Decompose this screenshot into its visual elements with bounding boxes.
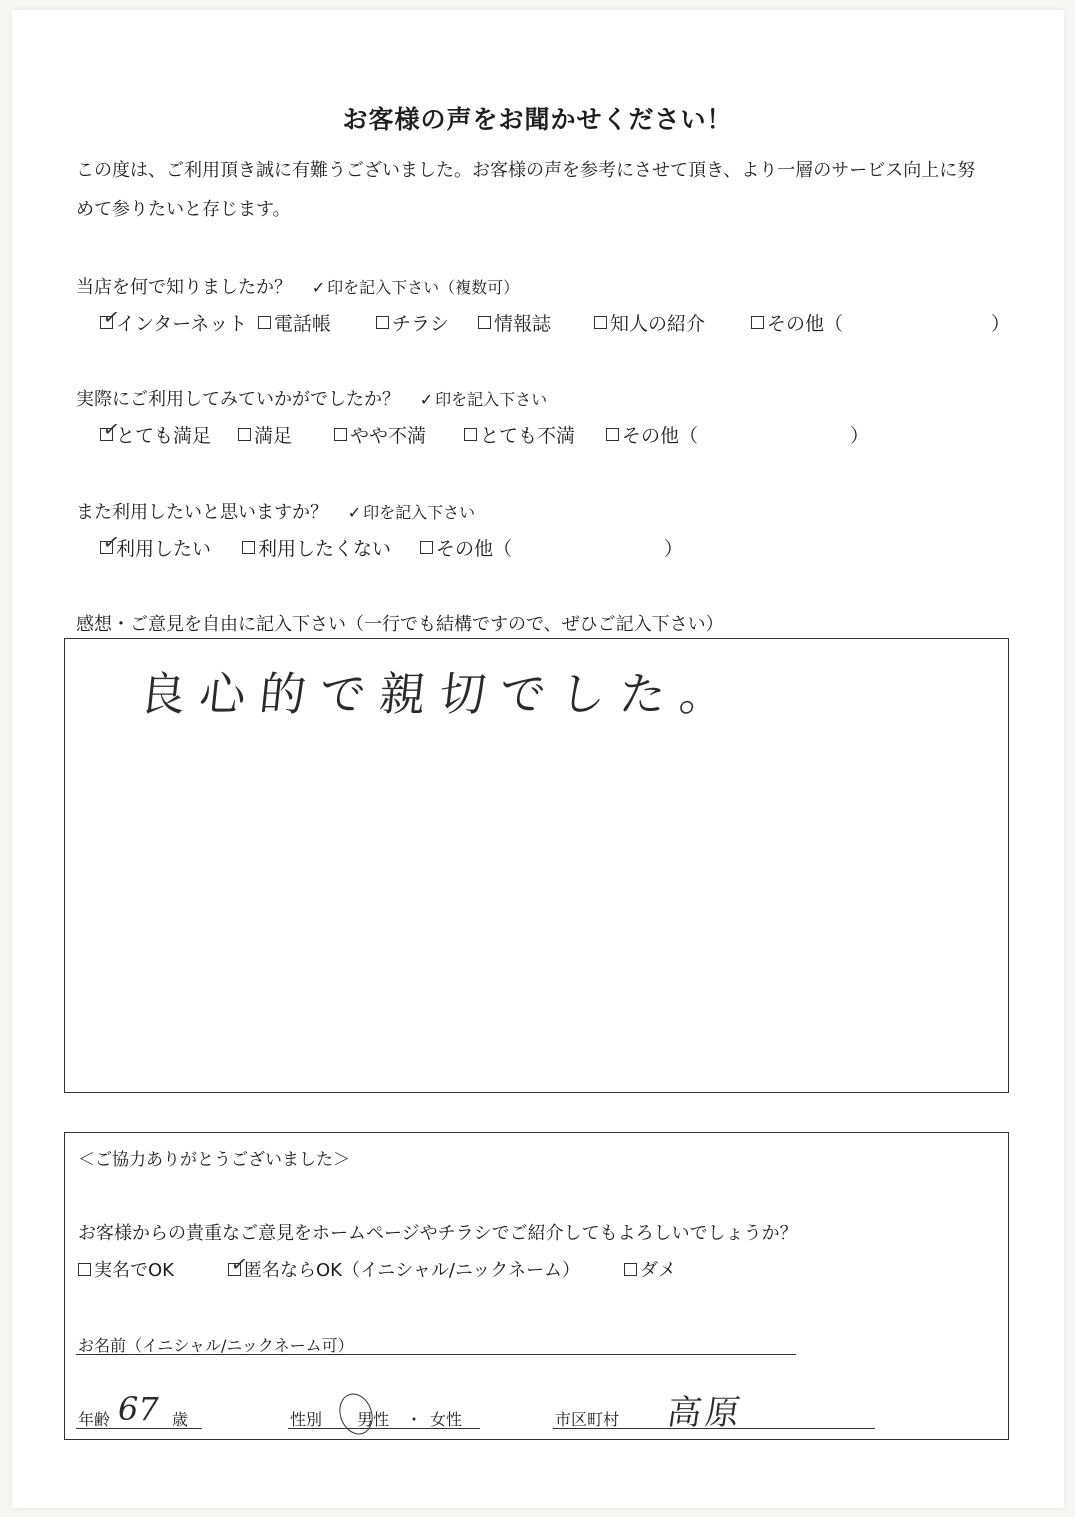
q2-question-row [76, 385, 547, 411]
permission-options [78, 1250, 676, 1282]
q2-option-satisfied[interactable] [238, 421, 334, 448]
q3-note [348, 503, 475, 522]
age-label: 年齢 [78, 1410, 111, 1429]
check-mark-icon: ✓ [311, 278, 326, 297]
q3-question: また利用したいと思いますか？ [76, 502, 328, 523]
intro-line-2: めて参りたいと存じます。 [76, 199, 291, 220]
handwritten-check-icon: ✓ [101, 528, 122, 556]
option-label: その他（ [767, 313, 844, 335]
checkbox[interactable] [228, 1250, 250, 1277]
permission-question: お客様からの貴重なご意見をホームページやチラシでご紹介してもよろしいでしょうか？ [78, 1223, 798, 1244]
close-paren: ） [850, 425, 870, 447]
checkbox[interactable] [100, 303, 122, 331]
q2-options [100, 415, 870, 448]
name-label: お名前（イニシャル/ニックネーム可） [78, 1336, 354, 1355]
gender-label: 性別 [290, 1410, 323, 1429]
check-mark-icon: ✓ [347, 503, 362, 522]
option-label: とても不満 [480, 425, 576, 447]
checkbox[interactable] [624, 1263, 637, 1276]
handwritten-comment: 良心的で親切でした。 [136, 667, 743, 721]
option-label: 利用したくない [258, 538, 392, 560]
checkbox[interactable] [464, 428, 477, 441]
option-label: チラシ [392, 313, 450, 335]
checkbox[interactable] [258, 316, 271, 329]
q2-note [420, 390, 547, 409]
checkbox[interactable] [334, 428, 347, 441]
q1-option-flyer[interactable] [376, 309, 478, 336]
checkbox[interactable] [594, 316, 607, 329]
q1-note [312, 278, 519, 297]
q2-option-other[interactable] [606, 421, 850, 448]
gender-female[interactable]: 女性 [430, 1410, 463, 1429]
city-label: 市区町村 [555, 1410, 620, 1429]
checkbox[interactable] [376, 316, 389, 329]
comments-prompt: 感想・ご意見を自由に記入下さい（一行でも結構ですので、ぜひご記入下さい） [76, 614, 724, 635]
checkbox[interactable] [478, 316, 491, 329]
q1-question-row [76, 273, 519, 299]
checkbox[interactable] [100, 528, 122, 556]
q1-option-other[interactable] [751, 309, 991, 336]
q3-option-no[interactable] [242, 534, 420, 561]
option-label: 情報誌 [494, 313, 552, 335]
age-input-line[interactable] [76, 1428, 202, 1429]
handwritten-check-icon: ✓ [229, 1250, 250, 1277]
gender-male[interactable]: 男性 [357, 1410, 390, 1429]
q3-options [100, 528, 684, 561]
handwritten-check-icon: ✓ [101, 415, 122, 443]
checkbox[interactable] [100, 415, 122, 443]
city-input-line[interactable] [553, 1428, 875, 1429]
checkbox[interactable] [78, 1263, 91, 1276]
option-label: やや不満 [350, 425, 427, 447]
q2-option-very-satisfied[interactable] [100, 415, 238, 448]
q3-option-yes[interactable] [100, 528, 242, 561]
q2-option-somewhat-dissatisfied[interactable] [334, 421, 464, 448]
option-label: その他（ [436, 538, 513, 560]
checkbox[interactable] [751, 316, 764, 329]
q3-note-text: 印を記入下さい [363, 503, 476, 522]
checkbox[interactable] [606, 428, 619, 441]
gender-input-line [288, 1428, 480, 1429]
option-label: その他（ [622, 425, 699, 447]
check-mark-icon: ✓ [419, 390, 434, 409]
q1-option-phonebook[interactable] [258, 309, 376, 336]
q2-note-text: 印を記入下さい [435, 390, 548, 409]
page-title: お客様の声をお聞かせください！ [342, 105, 733, 134]
checkbox[interactable] [242, 541, 255, 554]
city-value: 高原 [664, 1393, 747, 1433]
option-label: 満足 [254, 425, 293, 447]
q1-option-referral[interactable] [594, 309, 751, 336]
option-label: 実名でOK [94, 1260, 174, 1281]
age-unit: 歳 [172, 1410, 189, 1429]
intro-line-1: この度は、ご利用頂き誠に有難うございました。お客様の声を参考にさせて頂き、より一層のサービス向上に努 [76, 160, 976, 181]
close-paren: ） [664, 538, 684, 560]
q2-question: 実際にご利用してみていかがでしたか？ [76, 389, 400, 410]
age-value: 67 [118, 1390, 159, 1428]
option-label: 電話帳 [274, 313, 332, 335]
handwritten-check-icon: ✓ [101, 303, 122, 331]
consent-section [64, 1132, 1009, 1440]
q1-option-magazine[interactable] [478, 309, 594, 336]
q1-options [100, 303, 1011, 336]
option-label: インターネット [116, 313, 248, 335]
checkbox[interactable] [420, 541, 433, 554]
permission-no[interactable] [624, 1256, 676, 1282]
q3-question-row [76, 498, 475, 524]
q1-note-text: 印を記入下さい（複数可） [327, 278, 520, 297]
permission-anonymous[interactable] [228, 1250, 624, 1282]
close-paren: ） [991, 313, 1011, 335]
permission-real-name[interactable] [78, 1256, 228, 1282]
option-label: 知人の紹介 [610, 313, 706, 335]
option-label: 利用したい [116, 538, 212, 560]
option-label: とても満足 [116, 425, 212, 447]
name-input-line[interactable] [76, 1354, 796, 1355]
thanks-text: ＜ご協力ありがとうございました＞ [78, 1150, 350, 1170]
q3-option-other[interactable] [420, 534, 664, 561]
q1-option-internet[interactable] [100, 303, 258, 336]
gender-separator: ・ [406, 1410, 423, 1429]
option-label: ダメ [640, 1260, 676, 1281]
q1-question: 当店を何で知りましたか？ [76, 277, 292, 298]
option-label: 匿名ならOK（イニシャル/ニックネーム） [244, 1260, 581, 1281]
checkbox[interactable] [238, 428, 251, 441]
q2-option-very-dissatisfied[interactable] [464, 421, 606, 448]
